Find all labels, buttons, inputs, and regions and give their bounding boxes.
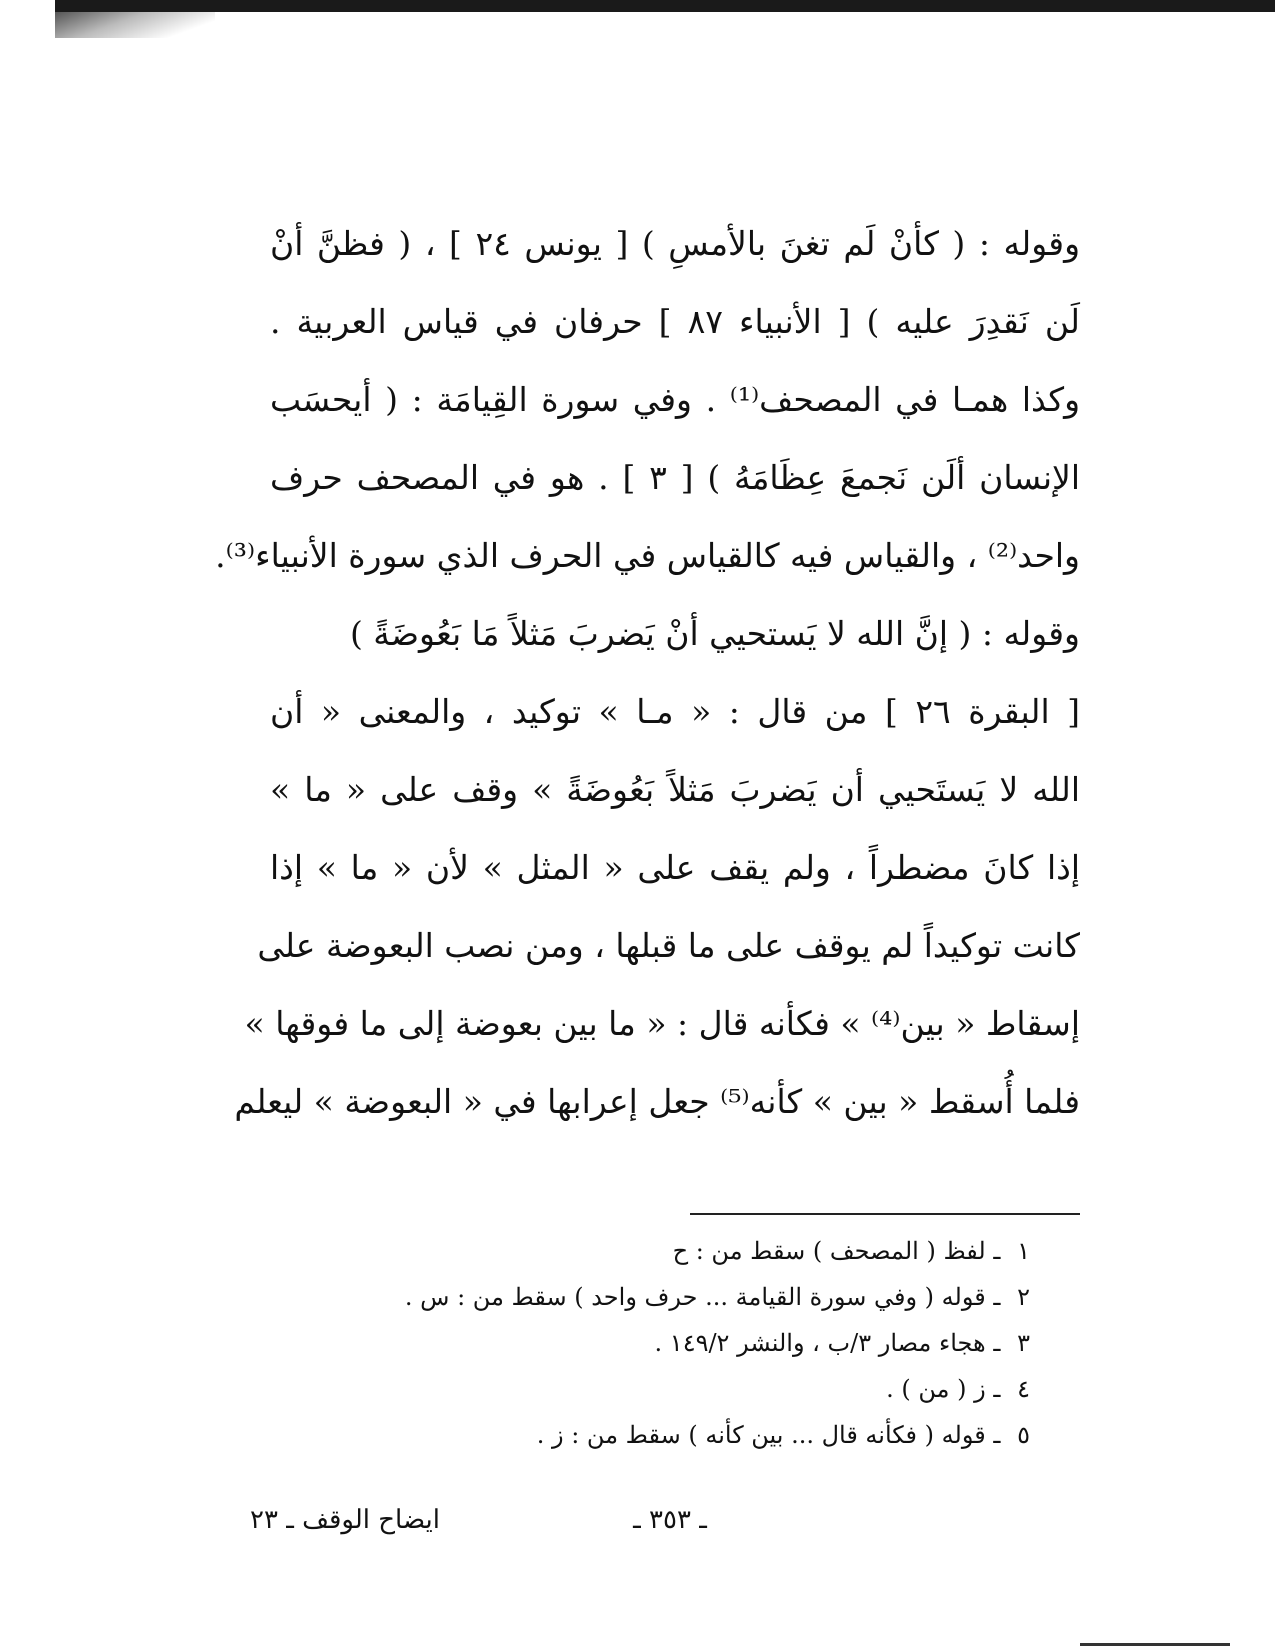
footnote — [250, 1274, 1030, 1320]
text-line: وكذا همـا في المصحف⁽¹⁾ . وفي سورة القِيامَة : ( أيحسَب — [270, 380, 1081, 419]
footnote — [250, 1228, 1030, 1274]
scan-smudge — [55, 12, 215, 38]
footnote-number: ١ — [1017, 1237, 1030, 1265]
page-number: ـ ٣٥٣ ـ — [633, 1505, 707, 1535]
main-text — [215, 205, 1081, 1141]
footnote-text: ـ قوله ( فكأنه قال ... بين كأنه ) سقط من : ز . — [536, 1421, 1001, 1449]
footnote-number: ٤ — [1017, 1375, 1030, 1403]
footnote-number: ٥ — [1017, 1421, 1030, 1449]
text-line: الإنسان ألَن نَجمعَ عِظَامَهُ ) [ ٣ ] . هو في المصحف حرف — [270, 458, 1080, 497]
footnote-number: ٣ — [1017, 1329, 1030, 1357]
text-line: إسقاط « بين⁽⁴⁾ » فكأنه قال : « ما بين بعوضة إلى ما فوقها » — [244, 1004, 1080, 1043]
footnote — [250, 1412, 1030, 1458]
text-line: [ البقرة ٢٦ ] من قال : « مـا » توكيد ، والمعنى « أن — [270, 692, 1080, 731]
footnote-divider — [690, 1213, 1080, 1215]
running-footer-title: ايضاح الوقف ـ ٢٣ — [250, 1505, 440, 1535]
text-line: وقوله : ( كأنْ لَم تغنَ بالأمسِ ) [ يونس ٢٤ ] ، ( فظنَّ أنْ — [270, 224, 1081, 263]
text-line: واحد⁽²⁾ ، والقياس فيه كالقياس في الحرف الذي سورة الأنبياء⁽³⁾. — [215, 536, 1080, 575]
footnote-text: ـ لفظ ( المصحف ) سقط من : ح — [672, 1237, 1001, 1265]
text-line: الله لا يَستَحيي أن يَضربَ مَثلاً بَعُوضَةً » وقف على « ما » — [270, 770, 1080, 809]
footnote-text: ـ ز ( من ) . — [886, 1375, 1001, 1403]
footnotes — [250, 1228, 1030, 1458]
text-line: وقوله : ( إنَّ الله لا يَستحيي أنْ يَضربَ مَثلاً مَا بَعُوضَةً ) — [349, 614, 1080, 653]
text-line: فلما أُسقط « بين » كأنه⁽⁵⁾ جعل إعرابها في « البعوضة » ليعلم — [234, 1082, 1080, 1121]
scan-border-top — [55, 0, 1275, 12]
footnote-number: ٢ — [1017, 1283, 1030, 1311]
text-line: كانت توكيداً لم يوقف على ما قبلها ، ومن نصب البعوضة على — [257, 926, 1080, 965]
text-line: إذا كانَ مضطراً ، ولم يقف على « المثل » لأن « ما » إذا — [270, 848, 1080, 887]
footnote-text: ـ قوله ( وفي سورة القيامة ... حرف واحد ) سقط من : س . — [404, 1283, 1001, 1311]
footnote-text: ـ هجاء مصار ٣/ب ، والنشر ١٤٩/٢ . — [654, 1329, 1001, 1357]
footnote — [250, 1320, 1030, 1366]
footnote — [250, 1366, 1030, 1412]
text-line: لَن نَقدِرَ عليه ) [ الأنبياء ٨٧ ] حرفان في قياس العربية . — [270, 302, 1080, 341]
scan-border-bottom — [1080, 1643, 1230, 1646]
